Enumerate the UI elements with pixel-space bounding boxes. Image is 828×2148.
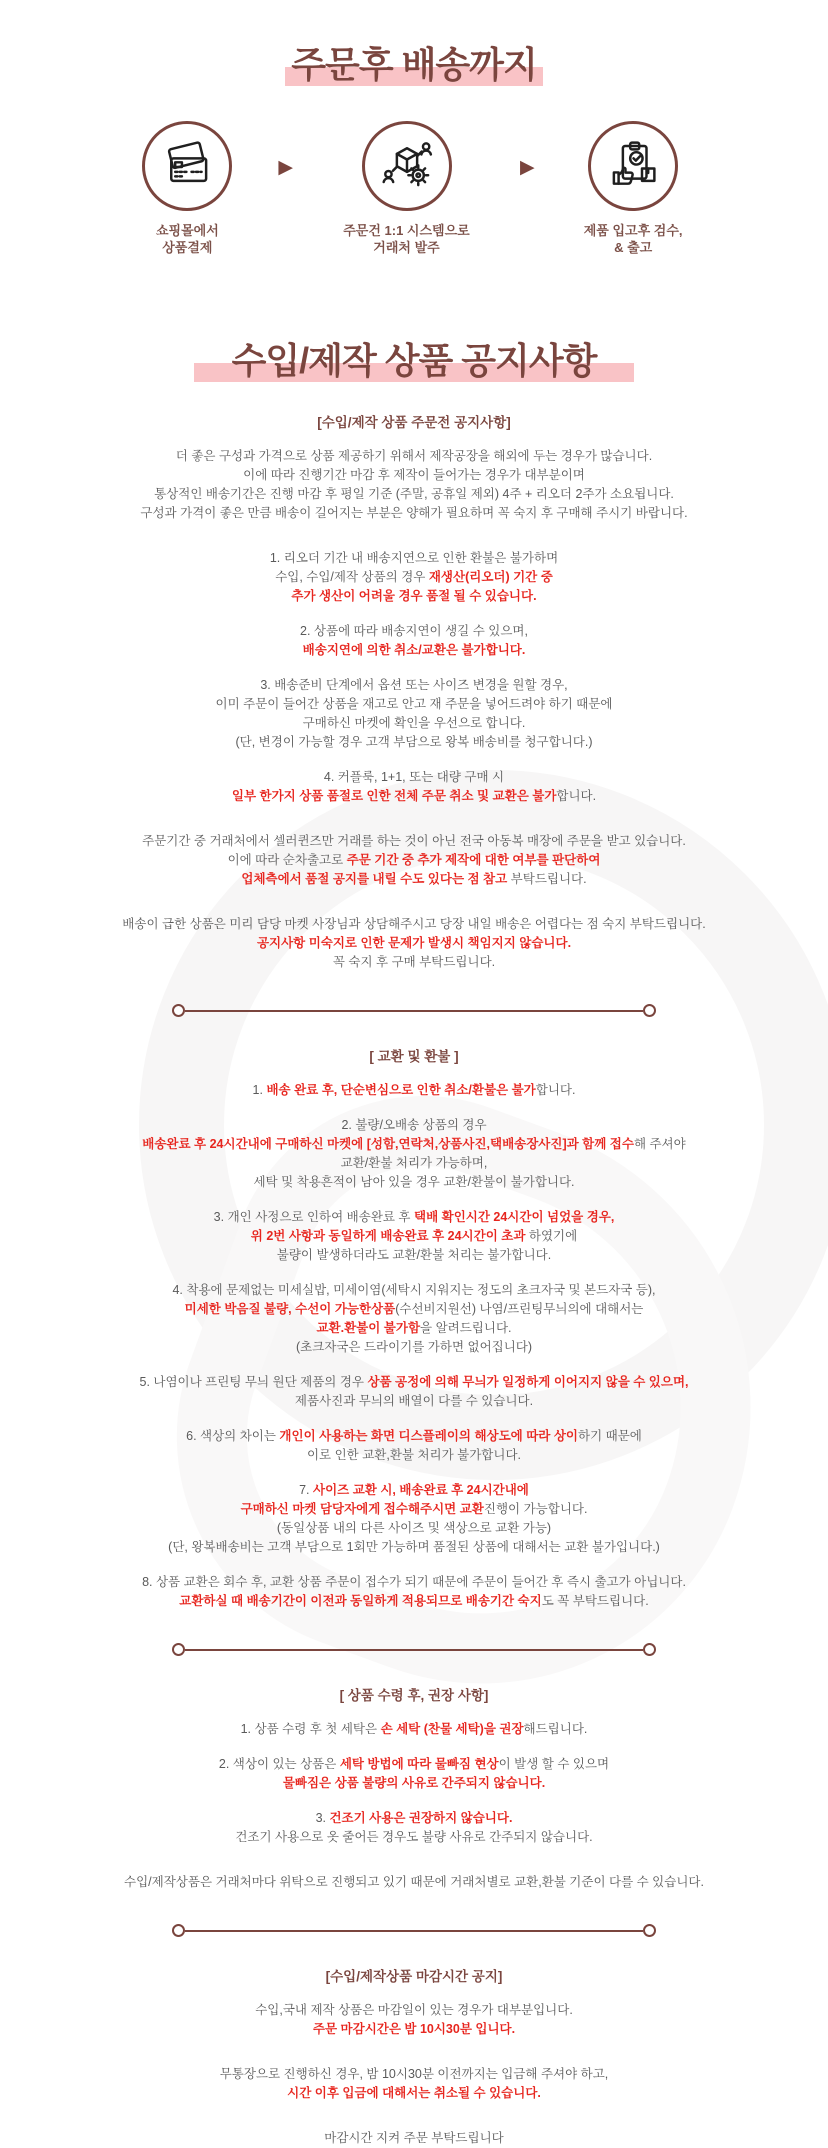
notice-paragraph [64,2001,764,2039]
notice-line [64,549,764,568]
notice-paragraph [64,1809,764,1847]
notice-text: 6. 색상의 차이는 [186,1429,280,1443]
notice-line [64,1538,764,1557]
notice-text-emphasis: 재생산(리오더) 기간 중 [428,570,553,584]
notice-line [64,695,764,714]
notice-line [64,1481,764,1500]
notice-text-emphasis: 세탁 방법에 따라 물빠짐 현상 [339,1757,499,1771]
notice-text: 수입, 수입/제작 상품의 경우 [275,570,429,584]
notice-paragraph [64,2129,764,2148]
notice-text-emphasis: 교환하실 때 배송기간이 이전과 동일하게 적용되므로 배송기간 숙지 [179,1594,542,1608]
notice-line [64,1392,764,1411]
notice-text: 해 주셔야 [633,1137,686,1151]
section-heading: [수입/제작상품 마감시간 공지] [325,1969,503,1984]
notice-text: 2. 불량/오배송 상품의 경우 [341,1118,487,1132]
notice-text: (수선비지원선) 나염/프린팅무늬의에 대해서는 [395,1302,644,1316]
notice-text-emphasis: 위 2번 사항과 동일하게 배송완료 후 24시간이 초과 [250,1229,529,1243]
notice-paragraph [64,1116,764,1192]
notice-text-emphasis: 개인이 사용하는 화면 디스플레이의 해상도에 따라 상이 [279,1429,578,1443]
notice-text: 더 좋은 구성과 가격으로 상품 제공하기 위해서 제작공장을 해외에 두는 경우가 많습니다. [175,449,653,463]
notice-text-emphasis: 주문 마감시간은 밤 10시30분 입니다. [312,2022,516,2036]
divider-ring-icon [643,1643,656,1656]
notice-text: 4. 커플룩, 1+1, 또는 대량 구매 시 [323,770,505,784]
notice-line [64,504,764,523]
notice-line [64,2065,764,2084]
notice-text-emphasis: 주문 기간 중 추가 제작에 대한 여부를 판단하여 [346,853,601,867]
notice-text-emphasis: 미세한 박음질 불량, 수선이 가능한상품 [184,1302,396,1316]
notice-text: 도 꼭 부탁드립니다. [541,1594,649,1608]
notice-paragraph [64,1427,764,1465]
notice-text-emphasis: 배송 완료 후, 단순변심으로 인한 취소/환불은 불가 [266,1083,536,1097]
notice-text-emphasis: 시간 이후 입금에 대해서는 취소될 수 있습니다. [287,2086,541,2100]
notice-text-emphasis: 업체측에서 품절 공지를 내릴 수도 있다는 점 참고 [241,872,511,886]
notice-paragraph [64,447,764,523]
notice-line [64,953,764,972]
notice-text-emphasis: 공지사항 미숙지로 인한 문제가 발생시 책임지지 않습니다. [256,936,572,950]
inspection-shipping-icon [606,137,660,196]
notice-line [64,2129,764,2148]
notice-line [64,1873,764,1892]
notice-text: 8. 상품 교환은 회수 후, 교환 상품 주문이 접수가 되기 때문에 주문이 들어간 후 즉시 출고가 아닙니다. [142,1575,686,1589]
order-system-icon [380,137,434,196]
notice-line [64,934,764,953]
notice-text-emphasis: 건조기 사용은 권장하지 않습니다. [329,1811,513,1825]
notice-text-emphasis: 손 세탁 (찬물 세탁)을 권장 [380,1722,524,1736]
notice-text: 주문기간 중 거래처에서 셀러퀸즈만 거래를 하는 것이 아닌 전국 아동복 매장에 주문을 받고 있습니다. [142,834,686,848]
notice-text: 7. [299,1483,314,1497]
notice-paragraph [64,1373,764,1411]
divider-ring-icon [643,1924,656,1937]
notice-text-emphasis: 배송완료 후 24시간내에 구매하신 마켓에 [성함,연락처,상품사진,택배송장사진]과 함께 접수 [142,1137,634,1151]
notice-text: 1. [252,1083,267,1097]
notice-line [64,1774,764,1793]
notice-text-emphasis: 일부 한가지 상품 품절로 인한 전체 주문 취소 및 교환은 불가 [231,789,557,803]
notice-text: 4. 착용에 문제없는 미세실밥, 미세이염(세탁시 지워지는 정도의 초크자국 및 본드자국 등), [172,1283,656,1297]
notice-line [64,1519,764,1538]
notice-text-emphasis: 배송지연에 의한 취소/교환은 불가합니다. [302,643,526,657]
divider-line [185,1010,643,1012]
notice-line [64,1573,764,1592]
notice-text: 수입,국내 제작 상품은 마감일이 있는 경우가 대부분입니다. [255,2003,573,2017]
notice-paragraph [64,1481,764,1557]
notice-line [64,1154,764,1173]
notice-text: 구성과 가격이 좋은 만큼 배송이 길어지는 부분은 양해가 필요하며 꼭 숙지 후 구매해 주시기 바랍니다. [140,506,688,520]
notice-text: 이에 따라 순차출고로 [227,853,347,867]
arrow-right-icon: ▶ [520,157,535,178]
notice-line [64,768,764,787]
notice-line [64,485,764,504]
step-label: 주문건 1:1 시스템으로 거래처 발주 [343,223,470,255]
notice-paragraph [64,2065,764,2103]
notice-paragraph [64,1208,764,1265]
notice-line [64,1446,764,1465]
notice-line [64,1427,764,1446]
notice-text-emphasis: 교환.환불이 불가함 [316,1321,421,1335]
notice-text: 제품사진과 무늬의 배열이 다를 수 있습니다. [294,1394,534,1408]
section-divider [172,1004,656,1017]
notice-paragraph [64,1573,764,1611]
notice-text: (동일상품 내의 다른 사이즈 및 색상으로 교환 가능) [276,1521,552,1535]
notice-text: 1. 리오더 기간 내 배송지연으로 인한 환불은 불가하며 [269,551,559,565]
section-title-import-notice: 수입/제작 상품 공지사항 [64,338,764,383]
step-label: 쇼핑몰에서 상품결제 [155,223,219,255]
notice-line [64,447,764,466]
divider-ring-icon [643,1004,656,1017]
notice-text-emphasis: 추가 생산이 어려울 경우 품절 될 수 있습니다. [291,589,537,603]
notice-line [64,1300,764,1319]
notice-paragraph [64,1081,764,1100]
notice-text-emphasis: 물빠짐은 상품 불량의 사유로 간주되지 않습니다. [282,1776,546,1790]
divider-line [185,1649,643,1651]
notice-line [64,641,764,660]
order-process-steps [64,121,764,256]
notice-text: 건조기 사용으로 옷 줄어든 경우도 불량 사유로 간주되지 않습니다. [235,1830,593,1844]
notice-text: 5. 나염이나 프린팅 무늬 원단 제품의 경우 [139,1375,368,1389]
notice-text: 구매하신 마켓에 확인을 우선으로 합니다. [302,716,526,730]
notice-line [64,733,764,752]
notice-text-emphasis: 상품 공정에 의해 무늬가 일정하게 이어지지 않을 수 있으며, [367,1375,689,1389]
notice-text: 진행이 가능합니다. [483,1502,588,1516]
notice-line [64,1227,764,1246]
notice-line [64,851,764,870]
notice-line [64,1755,764,1774]
notice-text-emphasis: 구매하신 마켓 담당자에게 접수해주시면 교환 [240,1502,484,1516]
notice-text: 배송이 급한 상품은 미리 담당 마켓 사장님과 상담해주시고 당장 내일 배송은 어렵다는 점 숙지 부탁드립니다. [122,917,706,931]
notice-line [64,676,764,695]
notice-paragraph [64,1281,764,1357]
notice-paragraph [64,549,764,606]
notice-text: 이에 따라 진행기간 마감 후 제작이 들어가는 경우가 대부분이며 [243,468,585,482]
notice-line [64,1173,764,1192]
notice-text: 무통장으로 진행하신 경우, 밤 10시30분 이전까지는 입금해 주셔야 하고, [219,2067,609,2081]
notice-paragraph [64,676,764,752]
notice-line [64,1500,764,1519]
notice-line [64,1319,764,1338]
notice-text: 1. 상품 수령 후 첫 세탁은 [240,1722,381,1736]
notice-text: 합니다. [535,1083,576,1097]
notice-line [64,1592,764,1611]
step-label: 제품 입고후 검수, & 출고 [583,223,683,255]
notice-text: 꼭 숙지 후 구매 부탁드립니다. [332,955,496,969]
notice-line [64,714,764,733]
notice-line [64,1135,764,1154]
divider-ring-icon [172,1004,185,1017]
section-divider [172,1643,656,1656]
divider-ring-icon [172,1924,185,1937]
notice-paragraph [64,768,764,806]
notice-text: 을 알려드립니다. [420,1321,512,1335]
notice-line [64,787,764,806]
notice-line [64,622,764,641]
notice-body [64,413,764,2148]
notice-text: 마감시간 지켜 주문 부탁드립니다 [324,2131,504,2145]
arrow-right-icon: ▶ [278,157,293,178]
notice-text: (초크자국은 드라이기를 가하면 없어집니다) [295,1340,533,1354]
notice-text: 통상적인 배송기간은 진행 마감 후 평일 기준 (주말, 공휴일 제외) 4주 + 리오더 2주가 소요됩니다. [154,487,674,501]
notice-line [64,1081,764,1100]
notice-line [64,1116,764,1135]
notice-line [64,1373,764,1392]
notice-text: (단, 변경이 가능할 경우 고객 부담으로 왕복 배송비를 청구합니다.) [235,735,593,749]
notice-text: 하였기에 [528,1229,578,1243]
notice-text: 수입/제작상품은 거래처마다 위탁으로 진행되고 있기 때문에 거래처별로 교환,환불 기준이 다를 수 있습니다. [124,1875,704,1889]
step-circle [588,121,678,211]
process-step-payment [112,121,262,256]
notice-paragraph [64,1720,764,1739]
notice-text: 이 발생 할 수 있으며 [498,1757,610,1771]
notice-line [64,870,764,889]
notice-text: 합니다. [556,789,597,803]
notice-page [64,0,764,2145]
notice-text: 교환/환불 처리가 가능하며, [340,1156,488,1170]
credit-card-icon [160,137,214,196]
notice-line [64,915,764,934]
notice-line [64,1281,764,1300]
notice-line [64,1828,764,1847]
notice-line [64,1338,764,1357]
notice-text: 3. [315,1811,330,1825]
notice-text: 부탁드립니다. [510,872,587,886]
notice-line [64,466,764,485]
notice-text: 2. 상품에 따라 배송지연이 생길 수 있으며, [300,624,528,638]
process-step-inspection [551,121,716,256]
main-title-order-to-shipping: 주문후 배송까지 [64,42,764,87]
notice-paragraph [64,622,764,660]
notice-text: 2. 색상이 있는 상품은 [218,1757,340,1771]
section-divider [172,1924,656,1937]
section-heading: [수입/제작 상품 주문전 공지사항] [317,415,511,430]
notice-line [64,1809,764,1828]
divider-line [185,1930,643,1932]
notice-text: 해드립니다. [523,1722,588,1736]
notice-line [64,587,764,606]
notice-text: 이로 인한 교환,환불 처리가 불가합니다. [306,1448,522,1462]
notice-text-emphasis: 사이즈 교환 시, 배송완료 후 24시간내에 [313,1483,529,1497]
notice-paragraph [64,832,764,889]
notice-text: 불량이 발생하더라도 교환/환불 처리는 불가합니다. [276,1248,552,1262]
notice-paragraph [64,1755,764,1793]
notice-line [64,2020,764,2039]
section-heading: [ 상품 수령 후, 권장 사항] [339,1688,489,1703]
notice-line [64,1246,764,1265]
notice-line [64,2001,764,2020]
notice-line [64,1720,764,1739]
step-circle [362,121,452,211]
notice-line [64,832,764,851]
step-circle [142,121,232,211]
notice-text: 이미 주문이 들어간 상품을 재고로 안고 재 주문을 넣어드려야 하기 때문에 [215,697,613,711]
notice-text-emphasis: 택배 확인시간 24시간이 넘었을 경우, [414,1210,615,1224]
page-content [64,0,764,2148]
notice-paragraph [64,915,764,972]
notice-line [64,2084,764,2103]
notice-text: 3. 배송준비 단계에서 옵션 또는 사이즈 변경을 원할 경우, [260,678,568,692]
divider-ring-icon [172,1643,185,1656]
section-heading: [ 교환 및 환불 ] [369,1049,459,1064]
notice-line [64,568,764,587]
notice-text: 세탁 및 착용흔적이 남아 있을 경우 교환/환불이 불가합니다. [253,1175,575,1189]
notice-text: 하기 때문에 [578,1429,642,1443]
notice-paragraph [64,1873,764,1892]
notice-line [64,1208,764,1227]
notice-text: (단, 왕복배송비는 고객 부담으로 1회만 가능하며 품절된 상품에 대해서는 교환 불가입니다.) [168,1540,660,1554]
process-step-order-system [309,121,504,256]
notice-text: 3. 개인 사정으로 인하여 배송완료 후 [213,1210,414,1224]
